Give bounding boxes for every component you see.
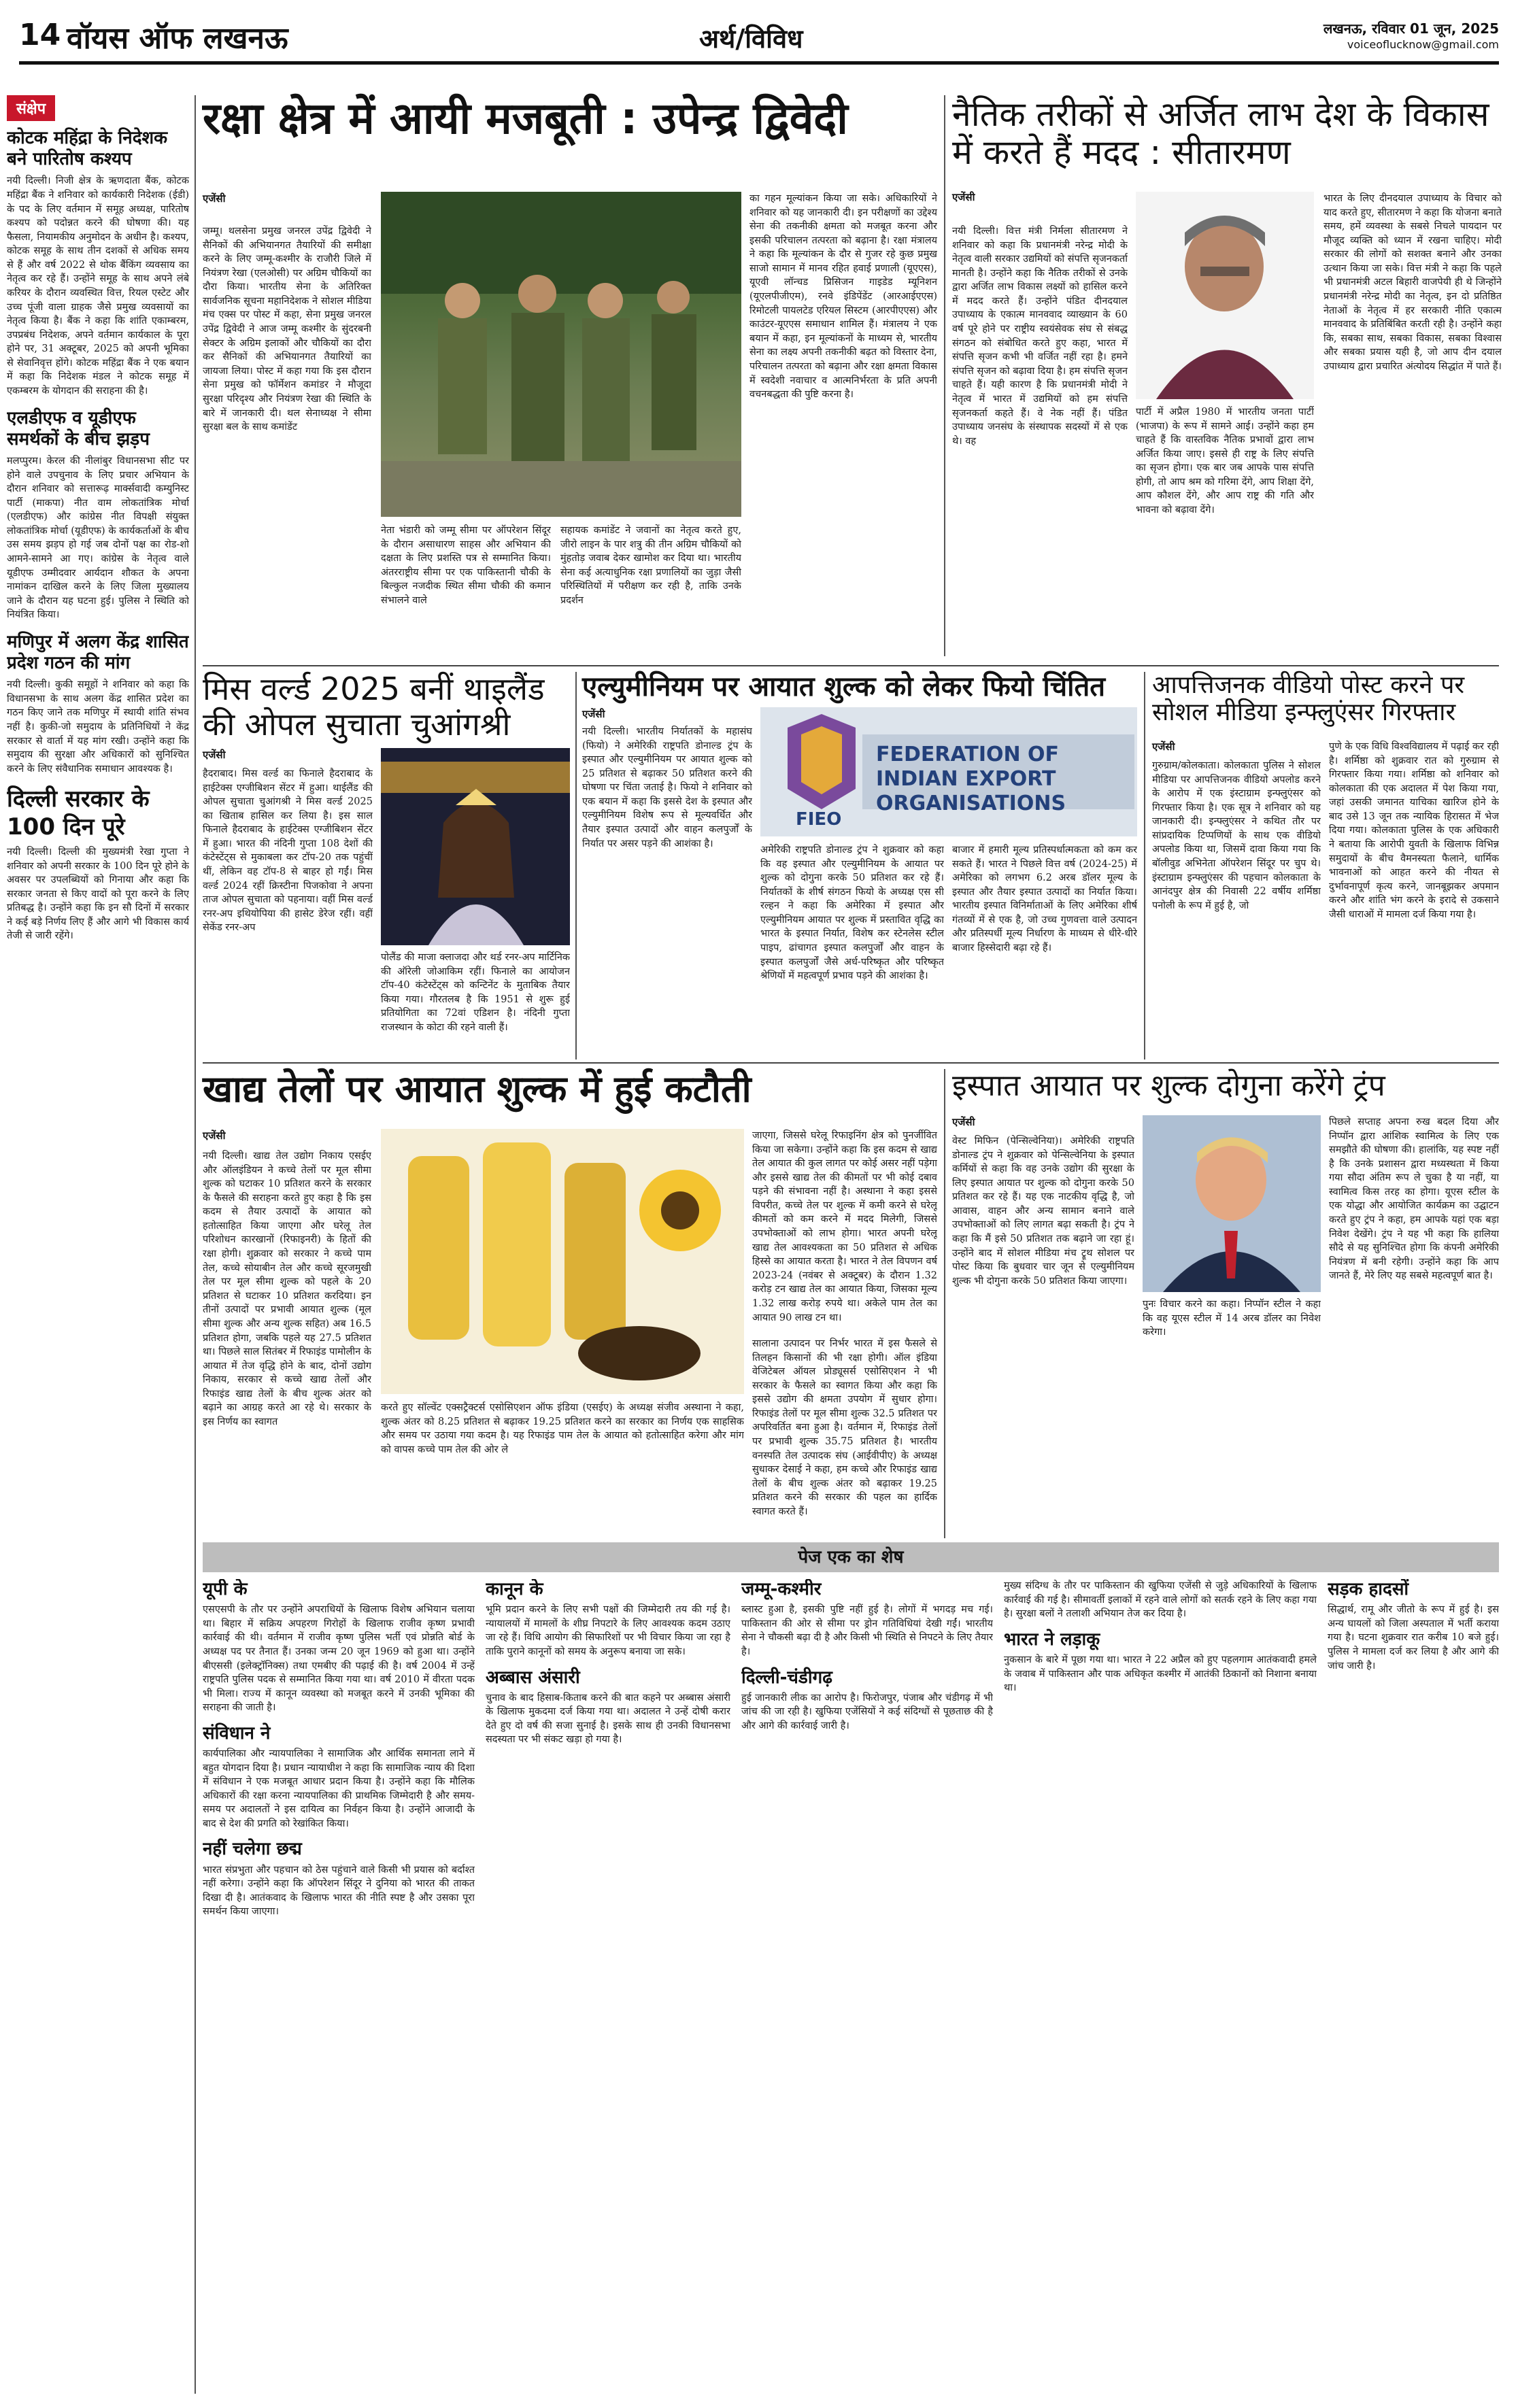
aluminium-col-1: नयी दिल्ली। भारतीय निर्यातकों के महासंघ (फियो) ने अमेरिकी राष्ट्रपति डोनाल्ड ट्रंप के इस्पात और एल्युमीनियम पर आयात शुल्क को 25 प्रतिशत से बढ़ाकर 50 प्रतिशत करने की घोषणा पर चिंता जताई है। फियो ने शनिवार को एक बयान में कहा कि इससे देश के इस्पात और एल्युमीनियम विशेष रूप से मूल्यवर्धित और तैयार इस्पात उत्पादों और वाहन कलपुर्जों के निर्यात पर असर पड़ने की आशंका है।	[582, 726, 752, 849]
fieo-photo	[760, 707, 1137, 836]
page-one-remainder-title: पेज एक का शेष	[798, 1547, 904, 1567]
sidebar-body-1: नयी दिल्ली। निजी क्षेत्र के ऋणदाता बैंक, कोटक महिंद्रा बैंक ने शनिवार को कार्यकारी निदेशक (ईडी) के पद के लिए वर्तमान में समूह अध्यक्ष, पारितोष कश्यप को पदोन्नत करने की घोषणा की। यह फैसला, नियामकीय अनुमोदन के अधीन है। कश्यप, कोटक समूह के साथ तीन दशकों से अधिक समय से हैं और वर्ष 2022 से थोक बैंकिंग व्यवसाय का नेतृत्व कर रहे हैं। उन्होंने समूह के साथ अपने लंबे करियर के दौरान व्यवस्थित वित्त, रियल एस्टेट और उच्च पूंजी वाला ग्राहक जैसे प्रमुख व्यवसायों का नेतृत्व किया है। बैंक ने कहा कि शांति एकाम्बरम, उपप्रबंध निदेशक, अपने वर्तमान कार्यकाल के पूरा होने पर, 31 अक्टूबर, 2025 को अपनी भूमिका से सेवानिवृत्त होंगे। कोटक महिंद्रा बैंक ने एक बयान में कहा कि निदेशक मंडल ने कोटक समूह में एकम्बरम के योगदान की सराहना की है।	[7, 175, 189, 397]
edibleoil-col-4: सालाना उत्पादन पर निर्भर भारत में इस फैसले से तिलहन किसानों की भी रक्षा होगी। ऑल इंडिया वेजिटेबल ऑयल प्रोड्यूसर्स एसोसिएशन ने भी सरकार के फैसले का स्वागत किया और कहा कि इससे उद्योग की क्षमता उपयोग में सुधार होगा। रिफाइंड तेलों पर मूल सीमा शुल्क 32.5 प्रतिशत पर अपरिवर्तित बना हुआ है। वर्तमान में, रिफाइंड तेलों पर प्रभावी शुल्क 35.75 प्रतिशत है। भारतीय वनस्पति तेल उत्पादक संघ (आईवीपीए) के अध्यक्ष सुधाकर देसाई ने कहा, हम कच्चे और रिफाइंड खाद्य तेलों के बीच शुल्क अंतर को बढ़ाकर 19.25 प्रतिशत करने की सरकार की पहल का हार्दिक स्वागत करते हैं।	[752, 1338, 937, 1517]
edibleoil-col-2: करते हुए सॉल्वेंट एक्सट्रैक्टर्स एसोसिएशन ऑफ इंडिया (एसईए) के अध्यक्ष संजीव अस्थाना ने कहा, शुल्क अंतर को 8.25 प्रतिशत से बढ़ाकर 19.25 प्रतिशत करने का सरकार का निर्णय एक साहसिक और समय पर उठाया गया कदम है। यह रिफाइंड पाम तेल के आयात को हतोत्साहित करेगा और मांग को वापस कच्चे पाम तेल की ओर ले	[381, 1402, 744, 1455]
remainder-body-2: कार्यपालिका और न्यायपालिका ने सामाजिक और आर्थिक समानता लाने में बहुत योगदान दिया है। प्रधान न्यायाधीश ने कहा कि सामाजिक न्याय की दिशा में संविधान ने एक मजबूत आधार प्रदान किया है। उन्होंने कहा कि मौलिक अधिकारों की रक्षा करना न्यायपालिका की प्राथमिक जिम्मेदारी है और समय-समय पर अदालतों ने इस दायित्व का निर्वहन किया है। उन्होंने आजादी के बाद से देश की प्रगति को रेखांकित किया।	[203, 1748, 475, 1829]
page-number: 14	[19, 18, 61, 52]
sidebar-headline-4: दिल्ली सरकार के 100 दिन पूरे	[7, 785, 150, 841]
sidebar-body-3: नयी दिल्ली। कुकी समूहों ने शनिवार को कहा कि विधानसभा के साथ अलग केंद्र शासित प्रदेश का गठन किए जाने तक मणिपुर में स्थायी शांति संभव नहीं है। कुकी-जो समुदाय के प्रतिनिधियों ने केंद्र सरकार से वार्ता में यह मांग रखी। उन्होंने कहा कि समुदाय की सुरक्षा और अधिकारों को सुनिश्चित करने के लिए संवैधानिक समाधान आवश्यक है।	[7, 679, 189, 775]
video-col-1: गुरुग्राम/कोलकाता। कोलकाता पुलिस ने सोशल मीडिया पर आपत्तिजनक वीडियो अपलोड करने के आरोप में एक इंस्टाग्राम इन्फ्लुएंसर को गिरफ्तार किया है। एक सूत्र ने शनिवार को यह जानकारी दी। इन्फ्लुएंसर ने कथित तौर पर सांप्रदायिक टिप्पणियों के साथ एक वीडियो अपलोड किया था, जिसमें दावा किया गया कि बॉलीवुड अभिनेता ऑपरेशन सिंदूर पर चुप थे। इंस्टाग्राम इन्फ्लुएंसर की पहचान कोलकाता के आनंदपुर क्षेत्र की निवासी 22 वर्षीय शर्मिष्ठा पनोली के रूप में हुई है, जो	[1152, 760, 1321, 911]
remainder-body-8: नुकसान के बारे में पूछा गया था। भारत ने 22 अप्रैल को हुए पहलगाम आतंकवादी हमले के जवाब में पाकिस्तान और पाक अधिकृत कश्मीर में आतंकी ठिकानों को निशाना बनाया था।	[1004, 1654, 1317, 1694]
email: voiceoflucknow@gmail.com	[1347, 38, 1499, 51]
sidebar-headline-2: एलडीएफ व यूडीएफ समर्थकों के बीच झड़प	[7, 407, 150, 450]
edibleoil-col-3: जाएगा, जिससे घरेलू रिफाइनिंग क्षेत्र को पुनर्जीवित किया जा सकेगा। उन्होंने कहा कि इस कदम से खाद्य तेल आयात की कुल लागत पर कोई असर नहीं पड़ेगा और इससे खाद्य तेल की कीमतों पर भी कोई दबाव पड़ने की संभावना नहीं है। अस्थाना ने कहा इससे विपरीत, कच्चे तेल पर शुल्क में कमी करने से घरेलू कीमतों को कम करने में मदद मिलेगी, जिससे उपभोक्ताओं को लाभ होगा। भारत अपनी घरेलू खाद्य तेल आवश्यकता का 50 प्रतिशत से अधिक हिस्से का आयात करता है। भारत ने तेल विपणन वर्ष 2023-24 (नवंबर से अक्टूबर) के दौरान 1.32 करोड़ टन खाद्य तेल का आयात किया, जिसका मूल्य 1.32 लाख करोड़ रुपये था। अकेले पाम तेल का आयात 90 लाख टन था।	[752, 1130, 937, 1323]
remainder-sub-3: नहीं चलेगा छद्म	[203, 1839, 302, 1860]
remainder-sub-7: दिल्ली-चंडीगढ़	[741, 1667, 832, 1688]
remainder-body-6: ब्लास्ट हुआ है, इसकी पुष्टि नहीं हुई है। लोगों में भगदड़ मच गई। पाकिस्तान की ओर से सीमा पर ड्रोन गतिविधियां देखी गईं। भारतीय सेना ने चौकसी बढ़ा दी है और किसी भी स्थिति से निपटने के लिए तैयार है।	[741, 1604, 993, 1657]
page-one-remainder-banner	[203, 1542, 1499, 1572]
fieo-banner-text: FEDERATION OF INDIAN EXPORT ORGANISATIONS	[876, 743, 1066, 815]
paper-name: वॉयस ऑफ लखनऊ	[67, 21, 288, 56]
remainder-body-9: मुख्य संदिग्ध के तौर पर पाकिस्तान की खुफिया एजेंसी से जुड़े अधिकारियों के खिलाफ कार्रवाई की गई है। सीमावर्ती इलाकों में रहने वाले लोगों को सतर्क रहने के लिए कहा गया है। सुरक्षा बलों ने तलाशी अभियान तेज कर दिया है।	[1004, 1580, 1317, 1620]
remainder-sub-1: यूपी के	[203, 1579, 248, 1599]
steel-byline: एजेंसी	[952, 1116, 975, 1128]
remainder-sub-4: कानून के	[486, 1579, 543, 1599]
remainder-body-10: सिद्धार्थ, रामू और जीतो के रूप में हुई है। इस अन्य घायलों को जिला अस्पताल में भर्ती कराया गया है। घटना शुक्रवार रात करीब 10 बजे हुई। पुलिस ने मामला दर्ज कर लिया है और आगे की जांच जारी है।	[1328, 1604, 1499, 1672]
masthead-rule	[19, 61, 1499, 65]
remainder-col-2	[486, 1579, 730, 2395]
aluminium-divider	[1144, 672, 1145, 1059]
remainder-sub-8: भारत ने लड़ाकू	[1004, 1629, 1100, 1650]
defence-col-1: जम्मू। थलसेना प्रमुख जनरल उपेंद्र द्विवेदी ने सैनिकों की अभियानगत तैयारियों की समीक्षा करने के लिए जम्मू-कश्मीर के राजौरी जिले में नियंत्रण रेखा (एलओसी) पर अग्रिम चौकियों का दौरा किया। भारतीय सेना के अतिरिक्त सार्वजनिक सूचना महानिदेशक ने सोशल मीडिया मंच एक्स पर पोस्ट में कहा, सेना प्रमुख जनरल उपेंद्र द्विवेदी ने आज जम्मू कश्मीर के सुंदरबनी सेक्टर के अग्रिम इलाकों और चौकियों का दौरा कर सैनिकों की अभियानगत तैयारियों का जायजा लिया। पोस्ट में कहा गया कि इस दौरान सेना प्रमुख को फॉर्मेशन कमांडर ने मौजूदा सुरक्षा परिदृश्य और नियंत्रण रेखा की स्थिति के बारे में जानकारी दी। थल सेनाध्यक्ष ने सीमा सुरक्षा बल के साथ कमांडेंट	[203, 226, 371, 433]
defence-col-4: का गहन मूल्यांकन किया जा सके। अधिकारियों ने शनिवार को यह जानकारी दी। इन परीक्षणों का उद्देश्य सेना की तकनीकी क्षमता को मजबूत करना और इसकी परिचालन तत्परता को बढ़ाना है। रक्षा मंत्रालय ने कहा कि मूल्यांकन के दौर से गुजर रहे कुछ प्रमुख साजो सामान में मानव रहित हवाई प्रणाली (यूएएस), यूएवी लॉन्चड प्रिसिजन गाइडेड म्यूनिशन (यूएलपीजीएम), रनवे इंडिपेंडेंट (आरआईएएस) रिमोटली पायलटेड एरियल सिस्टम (आरपीएएस) और काउंटर-यूएएस समाधान शामिल हैं। मंत्रालय ने एक बयान में कहा, इन मूल्यांकनों के माध्यम से, भारतीय सेना का लक्ष्य अपनी तकनीकी बढ़त को विस्तार देना, परिचालन तत्परता को बढ़ाना और रक्षा क्षमता विकास में स्वदेशी नवाचार व आत्मनिर्भरता के प्रति अपनी वचनबद्धता की पुष्टि करना है।	[749, 193, 937, 401]
video-headline: आपत्तिजनक वीडियो पोस्ट करने पर सोशल मीडिया इन्फ्लुएंसर गिरफ्तार	[1152, 671, 1465, 727]
video-byline: एजेंसी	[1152, 741, 1175, 753]
remainder-sub-5: अब्बास अंसारी	[486, 1667, 580, 1688]
remainder-sub-6: जम्मू-कश्मीर	[741, 1579, 822, 1599]
ethics-col-2: भारत के लिए दीनदयाल उपाध्याय के विचार को याद करते हुए, सीतारमण ने कहा कि योजना बनाते समय, हमें व्यवस्था के सबसे निचले पायदान पर मौजूद व्यक्ति को ध्यान में रखना चाहिए। मोदी सरकार की लोगों को सशक्त बनाने और उनका उत्थान किया जा सके। वित्त मंत्री ने कहा कि पहले भी प्रधानमंत्री अटल बिहारी वाजपेयी ही थे जिन्होंने प्रधानमंत्री नरेन्द्र मोदी का नेतृत्व, इन दो प्रतिष्ठित नेताओं के नेतृत्व में हर सरकारी नीति एकात्म मानववाद के प्रतिबिंबित करती रही है। उन्होंने कहा कि, सबका साथ, सबका विकास, सबका विश्वास और सबका प्रयास यही है, जो आप दीन दयाल उपाध्याय द्वारा प्रचारित अंत्योदय सिद्धांत में पाते हैं।	[1323, 193, 1502, 372]
steel-col-1: वेस्ट मिफिन (पेन्सिल्वेनिया)। अमेरिकी राष्ट्रपति डोनाल्ड ट्रंप ने शुक्रवार को पेन्सिल्वेनिया के इस्पात कर्मियों से कहा कि वह उनके उद्योग की सुरक्षा के लिए इस्पात आयात पर शुल्क को दोगुना करके 50 प्रतिशत कर रहे हैं। यह एक नाटकीय वृद्धि है, जो आवास, वाहन और अन्य सामान बनाने वाले उपभोक्ताओं को लिए लागत बढ़ा सकती है। ट्रंप ने कहा कि मैं इसे 50 प्रतिशत तक बढ़ाने जा रहा हूं। उन्होंने बाद में सोशल मीडिया मंच ट्रूथ सोशल पर पोस्ट किया कि बुधवार चार जून से एल्युमीनियम शुल्क भी दोगुना करके 50 प्रतिशत किया जाएगा।	[952, 1136, 1134, 1287]
ethics-byline: एजेंसी	[952, 191, 975, 203]
edibleoil-byline: एजेंसी	[203, 1130, 226, 1142]
sidebar	[7, 95, 189, 2394]
remainder-body-7: हुई जानकारी लीक का आरोप है। फिरोजपुर, पंजाब और चंडीगढ़ में भी जांच की जा रही है। खुफिया एजेंसियों ने कई संदिग्धों से पूछताछ की है और आगे की कार्रवाई जारी है।	[741, 1692, 993, 1731]
missworld-byline: एजेंसी	[203, 749, 226, 761]
sitharaman-photo	[1136, 192, 1314, 399]
steel-caption: पुनः विचार करने का कहा। निप्पॉन स्टील ने कहा कि वह यूएस स्टील में 14 अरब डॉलर का निवेश करेगा।	[1143, 1299, 1321, 1338]
miss-world-photo	[381, 748, 570, 945]
defence-col-3: सहायक कमांडेंट ने जवानों का नेतृत्व करते हुए, जीरो लाइन के पार शत्रु की तीन अग्रिम चौकियों को मुंहतोड़ जवाब देकर खामोश कर दिया था। भारतीय सेना कई अत्याधुनिक रक्षा प्रणालियों का जुड़ा जैसी परिस्थितियों में परीक्षण कर रही है, ताकि उनके प्रदर्शन	[560, 525, 741, 606]
remainder-body-5: चुनाव के बाद हिसाब-किताब करने की बात कहने पर अब्बास अंसारी के खिलाफ मुकदमा दर्ज किया गया था। अदालत ने उन्हें दोषी करार देते हुए दो वर्ष की सजा सुनाई है। इसके साथ ही उनकी विधानसभा सदस्यता पर भी संकट खड़ा हो गया है।	[486, 1692, 730, 1746]
aluminium-col-3: बाजार में हमारी मूल्य प्रतिस्पर्धात्मकता को कम कर सकते हैं। भारत ने पिछले वित्त वर्ष (2024-25) में अमेरिका को लगभग 6.2 अरब डॉलर मूल्य के इस्पात और तैयार इस्पात उत्पादों का निर्यात किया। भारतीय इस्पात विनिर्माताओं के लिए अमेरिका शीर्ष गंतव्यों में से एक है, जो उच्च गुणवत्ता वाले उत्पादन और प्रतिस्पर्धी मूल्य निर्धारण के माध्यम से धीरे-धीरे बाजार हिस्सेदारी बढ़ा रहे हैं।	[952, 845, 1137, 954]
row1-rule	[203, 665, 1499, 666]
remainder-col-5	[1328, 1579, 1499, 2395]
sidebar-tag: संक्षेप	[7, 95, 55, 121]
defence-byline: एजेंसी	[203, 192, 226, 205]
sidebar-body-2: मलप्पुरम। केरल की नीलांबुर विधानसभा सीट पर होने वाले उपचुनाव के लिए प्रचार अभियान के दौरान शनिवार को सत्तारूढ़ मार्क्सवादी कम्युनिस्ट पार्टी (माकपा) नीत वाम लोकतांत्रिक मोर्चा (एलडीएफ) और कांग्रेस नीत विपक्षी संयुक्त लोकतांत्रिक मोर्चा (यूडीएफ) के कार्यकर्ताओं के बीच उस समय झड़प हो गई जब दोनों पक्ष का रोड-शो आमने-सामने आ गए। कांग्रेस के नेतृत्व वाले यूडीएफ उम्मीदवार आर्यदान शौकत के अपना नामांकन दाखिल करने के लिए जिला मुख्यालय जाने के दौरान यह घटना हुई। पुलिस ने स्थिति को नियंत्रित किया।	[7, 456, 189, 621]
aluminium-headline: एल्युमीनियम पर आयात शुल्क को लेकर फियो चिंतित	[582, 671, 1106, 702]
remainder-sub-10: सड़क हादसों	[1328, 1579, 1409, 1599]
edibleoil-headline: खाद्य तेलों पर आयात शुल्क में हुई कटौती	[203, 1068, 752, 1110]
sidebar-headline-3: मणिपुर में अलग केंद्र शासित प्रदेश गठन की मांग	[7, 631, 189, 674]
top-center-divider	[944, 95, 945, 656]
missworld-col-2: पोलैंड की माजा क्लाजदा और थर्ड रनर-अप मार्टिनिक की ऑरेली जोआकिम रहीं। फिनाले का आयोजन टॉप-40 कंटेस्टेंट्स को कन्टिनेंट के मुताबिक तैयार किया गया। गौरतलब है कि 1951 से शुरू हुई प्रतियोगिता का 72वां एडिशन है। नंदिनी गुप्ता राजस्थान के कोटा की रहने वाली हैं।	[381, 952, 570, 1033]
remainder-col-1	[203, 1579, 475, 2395]
sidebar-body-4: नयी दिल्ली। दिल्ली की मुख्यमंत्री रेखा गुप्ता ने शनिवार को अपनी सरकार के 100 दिन पूरे होने के अवसर पर उपलब्धियों को गिनाया और कहा कि सरकार जनता से किए वादों को पूरा करने के लिए प्रतिबद्ध है। उन्होंने कहा कि इन सौ दिनों में सरकार ने कई बड़े निर्णय लिए हैं और आगे भी विकास कार्य तेजी से जारी रहेंगे।	[7, 846, 189, 942]
remainder-col-4	[1004, 1579, 1317, 2395]
remainder-body-4: भूमि प्रदान करने के लिए सभी पक्षों की जिम्मेदारी तय की गई है। न्यायालयों में मामलों के शीघ्र निपटारे के लिए आवश्यक कदम उठाए जा रहे हैं। विधि आयोग की सिफारिशों पर भी विचार किया जा रहा है ताकि पुराने कानूनों को समय के अनुरूप बनाया जा सके।	[486, 1604, 730, 1657]
remainder-body-3: भारत संप्रभुता और पहचान को ठेस पहुंचाने वाले किसी भी प्रयास को बर्दाश्त नहीं करेगा। उन्होंने कहा कि ऑपरेशन सिंदूर ने दुनिया को भारत की ताकत दिखा दी है। आतंकवाद के खिलाफ भारत की नीति स्पष्ट है और उसका पूरा समर्थन किया जाएगा।	[203, 1864, 475, 1918]
steel-headline: इस्पात आयात पर शुल्क दोगुना करेंगे ट्रंप	[952, 1068, 1385, 1103]
video-col-2: पुणे के एक विधि विश्वविद्यालय में पढ़ाई कर रही है। शर्मिष्ठा को शुक्रवार रात को गुरुग्राम से गिरफ्तार किया गया। शर्मिष्ठा को शनिवार को कोलकाता की एक अदालत में पेश किया गया, जहां उसकी जमानत याचिका खारिज होने के बाद उसे 13 जून तक न्यायिक हिरासत में भेज दिया गया। कोलकाता पुलिस के एक अधिकारी ने बताया कि आरोपी युवती के खिलाफ विभिन्न समुदायों के बीच वैमनस्यता फैलाने, धार्मिक भावनाओं को आहत करने की नीयत से दुर्भावनापूर्ण कृत्य करने, जानबूझकर अपमान करने और शांति भंग करने के इरादे से उकसाने जैसी धाराओं में मामला दर्ज किया गया है।	[1329, 741, 1499, 920]
ethics-caption: पार्टी में अप्रैल 1980 में भारतीय जनता पार्टी (भाजपा) के रूप में सामने आई। उन्होंने कहा हम चाहते हैं कि वास्तविक नैतिक प्रभावों द्वारा लाभ अर्जित किया जाए। इससे ही राष्ट्र के लिए संपत्ति का सृजन होगा। एक बार जब आपके पास संपत्ति होगी, तो आप श्रम को गरिमा देंगे, आप शिक्षा देंगे, आप कौशल देंगे, और आप राष्ट्र की गति और भावना को बढ़ावा देंगे।	[1136, 407, 1314, 516]
ethics-col-1: नयी दिल्ली। वित्त मंत्री निर्मला सीतारमण ने शनिवार को कहा कि प्रधानमंत्री नरेन्द्र मोदी के नेतृत्व वाली सरकार उद्यमियों को संपत्ति सृजनकर्ता मानती है। उन्होंने कहा कि नैतिक तरीकों से उनके द्वारा अर्जित लाभ विकास लक्ष्यों को हासिल करने में मदद करते हैं। उन्होंने पंडित दीनदयाल उपाध्याय के एकात्म मानववाद व्याख्यान के 60 वर्ष पूरे होने पर राष्ट्रीय स्वयंसेवक संघ से संबद्ध संगठन को संबोधित करते हुए कहा, भारत में संपत्ति सृजन कभी भी वर्जित नहीं रहा है। हमने संपत्ति सृजन को बढ़ावा दिया है। हम संपत्ति सृजन चाहते हैं। यही कारण है कि प्रधानमंत्री मोदी ने नेतृत्व में भारत में उद्यमियों को हम संपत्ति सृजनकर्ता कहते हैं। वे नेक नहीं हैं। पंडित उपाध्याय जनसंघ के संस्थापक सदस्यों में से एक थे। वह	[952, 226, 1128, 447]
defence-headline: रक्षा क्षेत्र में आयी मजबूती : उपेन्द्र द्विवेदी	[203, 94, 848, 144]
trump-photo	[1143, 1115, 1321, 1292]
ethics-headline: नैतिक तरीकों से अर्जित लाभ देश के विकास में करते हैं मदद : सीतारमण	[952, 95, 1489, 172]
masthead	[19, 15, 1499, 57]
remainder-sub-2: संविधान ने	[203, 1723, 271, 1744]
aluminium-col-2: अमेरिकी राष्ट्रपति डोनाल्ड ट्रंप ने शुक्रवार को कहा कि वह इस्पात और एल्युमीनियम के आयात पर शुल्क को दोगुना करके 50 प्रतिशत कर रहे हैं। निर्यातकों के शीर्ष संगठन फियो के अध्यक्ष एस सी रल्हन ने कहा कि अमेरिका में इस्पात और एल्युमीनियम आयात पर शुल्क में प्रस्तावित वृद्धि का भारत के इस्पात निर्यात, विशेष कर स्टेनलेस स्टील पाइप, ढांचागत इस्पात कलपुर्जों और वाहन के इस्पात कलपुर्जों जैसे अर्ध-परिष्कृत और परिष्कृत श्रेणियों में महत्वपूर्ण प्रभाव पड़ने की आशंका है।	[760, 845, 944, 982]
army-chief-photo	[381, 192, 741, 517]
dateline: लखनऊ, रविवार 01 जून, 2025	[1323, 20, 1499, 37]
edibleoil-col-1: नयी दिल्ली। खाद्य तेल उद्योग निकाय एसईए और ऑलइंडियन ने कच्चे तेलों पर मूल सीमा शुल्क को घटाकर 10 प्रतिशत करने के सरकार के फैसले की सराहना करते हुए कहा है कि इस कदम से तैयार उत्पादों के आयात को हतोत्साहित किया जाएगा और घरेलू तेल परिशोधन कारखानों (रिफाइनरी) के हितों की रक्षा होगी। शुक्रवार को सरकार ने कच्चे पाम तेल, कच्चे सोयाबीन तेल और कच्चे सूरजमुखी तेल पर मूल सीमा शुल्क को पहले के 20 प्रतिशत से घटाकर 10 प्रतिशत करदिया। इन तीनों उत्पादों पर प्रभावी आयात शुल्क (मूल सीमा शुल्क और अन्य शुल्क सहित) अब 16.5 प्रतिशत होगा, जबकि पहले यह 27.5 प्रतिशत था। पिछले साल सितंबर में रिफाइंड पामोलीन के आयात में तेज वृद्धि होने के बाद, दोनों उद्योग निकाय, सरकार से कच्चे खाद्य तेलों और रिफाइंड खाद्य तेलों के बीच शुल्क अंतर को बढ़ाने का आग्रह करते आ रहे थे। सरकार के इस निर्णय का स्वागत	[203, 1151, 371, 1427]
remainder-body-1: एसएसपी के तौर पर उन्होंने अपराधियों के खिलाफ विशेष अभियान चलाया था। बिहार में सक्रिय अपहरण गिरोहों के खिलाफ राजीव कृष्ण प्रभावी कार्रवाई की थी। वर्तमान में राजीव कृष्ण पुलिस भर्ती एवं प्रोन्नति बोर्ड के अध्यक्ष पद पर तैनात हैं। उनका जन्म 20 जून 1969 को हुआ था। उन्होंने बीएससी (इलेक्ट्रॉनिक्स) तथा एमबीए की पढ़ाई की है। वर्ष 2004 में उन्हें राष्ट्रपति पुलिस पदक से सम्मानित किया गया था। वर्ष 2010 में वीरता पदक भी मिला। राज्य में कानून व्यवस्था को मजबूत करने में उनकी भूमिका की सराहना की जाती है।	[203, 1604, 475, 1714]
edible-oil-photo	[381, 1129, 744, 1394]
section-title: अर्थ/विविध	[699, 24, 803, 54]
defence-col-2: नेता भंडारी को जम्मू सीमा पर ऑपरेशन सिंदूर के दौरान असाधारण साहस और अभियान की दक्षता के लिए प्रशस्ति पत्र से सम्मानित किया। अंतरराष्ट्रीय सीमा पर एक पाकिस्तानी चौकी के बिल्कुल नजदीक स्थित सीमा चौकी की कमान संभालने वाले	[381, 525, 551, 606]
sidebar-headline-1: कोटक महिंद्रा के निदेशक बने पारितोष कश्यप	[7, 128, 168, 170]
steel-col-2: पिछले सप्ताह अपना रुख बदल दिया और निप्पॉन द्वारा आंशिक स्वामित्व के लिए एक समझौते की घोषणा की। हालांकि, यह स्पष्ट नहीं है कि उनके प्रशासन द्वारा मध्यस्थता में किया गया सौदा अंतिम रूप ले चुका है या नहीं, या स्वामित्व किस तरह का होगा। यूएस स्टील के एक योद्धा और आयोजित कार्यक्रम का उद्घाटन करते हुए ट्रंप ने कहा, हम आपके यहां एक बड़ा निवेश देखेंगे। ट्रंप ने यह भी कहा कि हालिया सौदे से यह सुनिश्चित होगा कि कंपनी अमेरिकी नियंत्रण में बनी रहेगी। उन्होंने कहा कि आप जानते हैं, मेरे लिए यह सबसे महत्वपूर्ण बात है।	[1329, 1117, 1499, 1282]
remainder-col-3	[741, 1579, 993, 2395]
missworld-divider	[575, 672, 577, 1059]
missworld-col-1: हैदराबाद। मिस वर्ल्ड का फिनाले हैदराबाद के हाईटेक्स एग्जीबिशन सेंटर में हुआ। थाईलैंड की ओपल सुचाता चुआंगश्री ने मिस वर्ल्ड 2025 का खिताब हासिल कर लिया है। इस साल फिनाले हैदराबाद के हाईटेक्स एग्जीबिशन सेंटर में हुआ। भारत की नंदिनी गुप्ता 108 देशों की कंटेस्टेंट्स से मुकाबला कर टॉप-20 तक पहुंचीं थीं, लेकिन वह टॉप-8 से बाहर हो गईं। मिस वर्ल्ड 2024 रहीं क्रिस्टीना पिजकोवा ने अपना ताज ओपल सुचाता को पहनाया। वहीं मिस वर्ल्ड रनर-अप इथियोपिया की हासेट डेरेज रहीं। वहीं सेकेंड रनर-अप	[203, 768, 373, 934]
oil-divider	[944, 1069, 945, 1538]
row2-rule	[203, 1062, 1499, 1064]
sidebar-divider	[195, 95, 196, 2394]
aluminium-byline: एजेंसी	[582, 708, 605, 720]
missworld-headline: मिस वर्ल्ड 2025 बनीं थाइलैंड की ओपल सुचाता चुआंगश्री	[203, 671, 545, 743]
fieo-logo-text: FIEO	[796, 809, 842, 830]
